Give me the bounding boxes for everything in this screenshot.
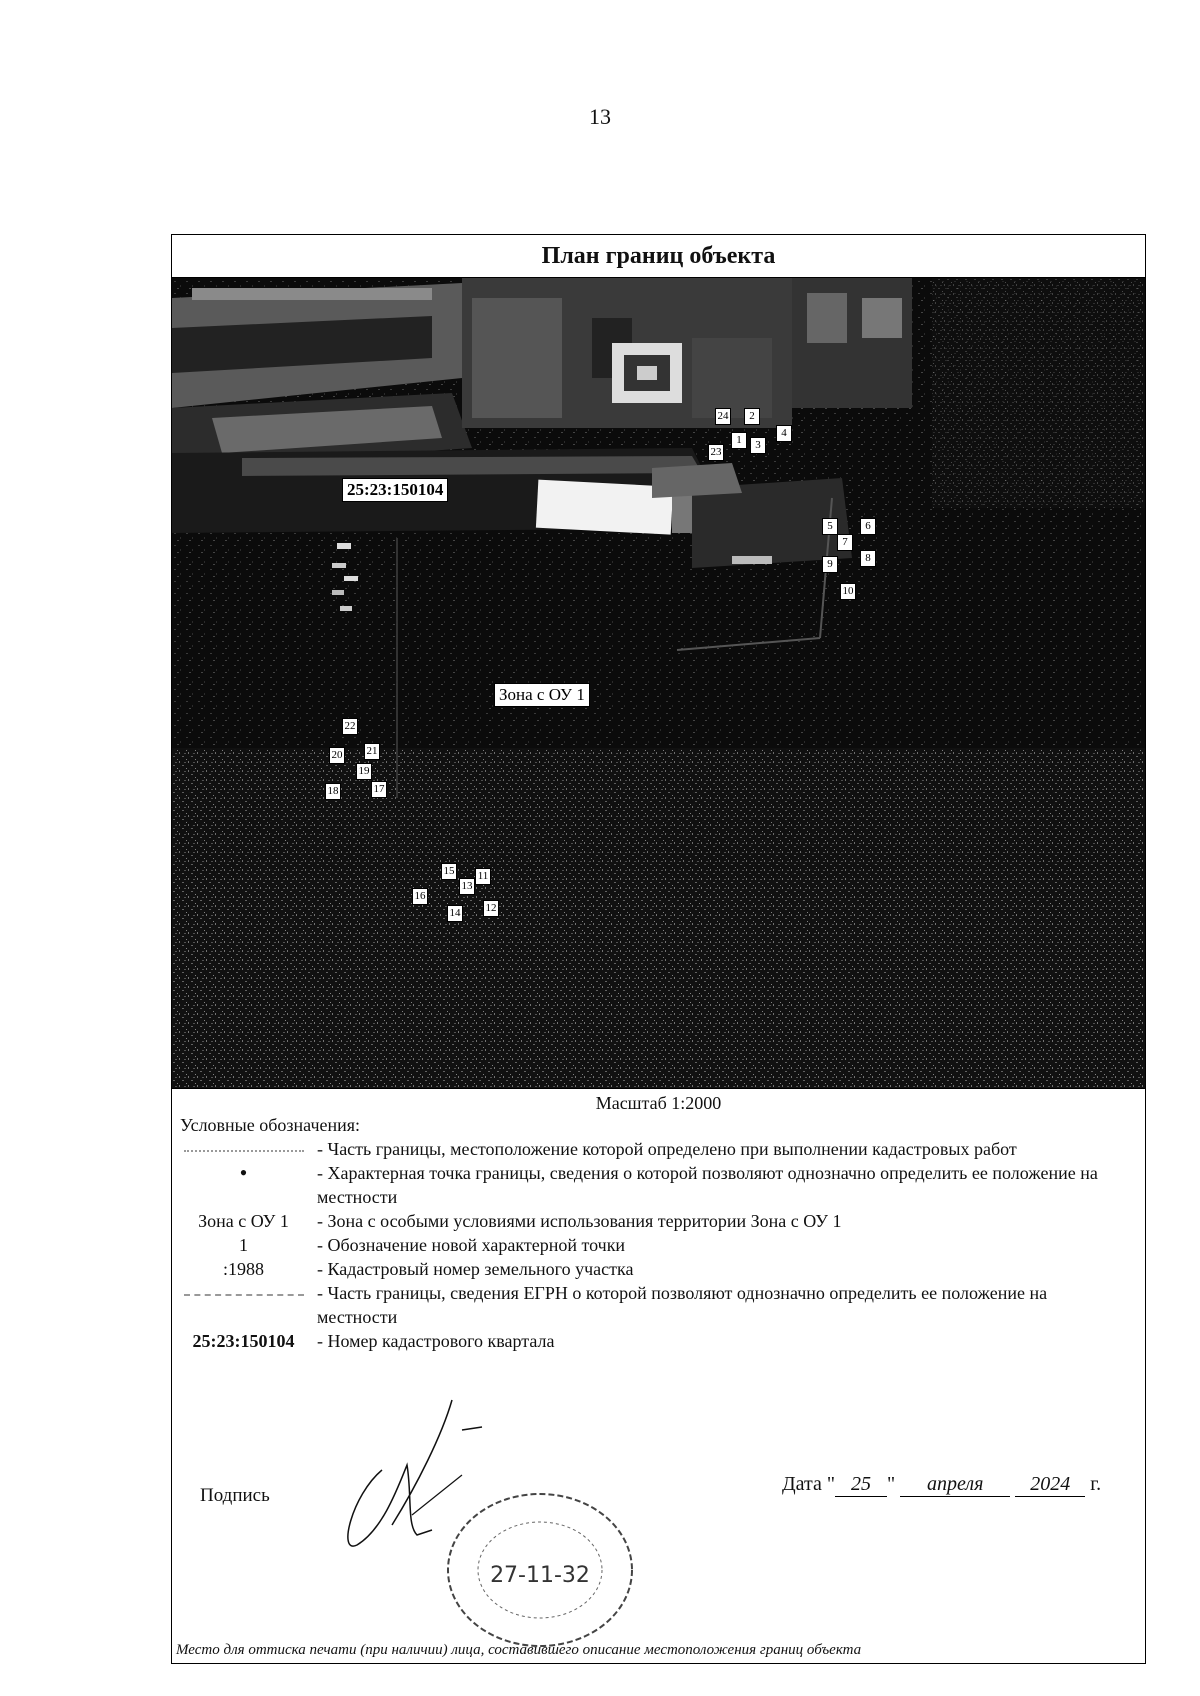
dashed-line-symbol <box>176 1281 311 1329</box>
map-image <box>172 278 1145 1089</box>
legend-item: :1988 - Кадастровый номер земельного участка <box>176 1257 1145 1281</box>
point-symbol: • <box>239 1160 248 1185</box>
date-quote-open: " <box>826 1473 836 1495</box>
point-label: 21 <box>364 743 380 760</box>
scale-label: Масштаб 1:2000 <box>595 1093 722 1113</box>
plan-frame <box>171 234 1146 1664</box>
legend-item: - Часть границы, местоположение которой определено при выполнении кадастровых работ <box>176 1137 1145 1161</box>
point-label: 17 <box>371 781 387 798</box>
point-label: 19 <box>356 763 372 780</box>
quarter-symbol: 25:23:150104 <box>192 1331 295 1351</box>
point-label: 16 <box>412 888 428 905</box>
signature-label: Подпись <box>200 1485 270 1506</box>
point-label: 10 <box>840 583 856 600</box>
date-block <box>782 1473 1101 1497</box>
page-number: 13 <box>589 104 611 129</box>
point-label: 7 <box>837 534 853 551</box>
footer-note: Место для оттиска печати (при наличии) лица, составившего описание местоположения границ объекта <box>176 1642 862 1658</box>
point-label: 18 <box>325 783 341 800</box>
date-quote-close: " <box>887 1473 896 1495</box>
point-label: 15 <box>441 863 457 880</box>
stamp-number: 27-11-32 <box>490 1563 590 1588</box>
point-label: 14 <box>447 905 463 922</box>
plan-title: План границ объекта <box>172 235 1145 278</box>
legend-item: - Часть границы, сведения ЕГРН о которой позволяют однозначно определить ее положение на местности <box>176 1281 1145 1329</box>
point-label: 1 <box>731 432 747 449</box>
zone-label: Зона с ОУ 1 <box>494 683 590 707</box>
point-label: 20 <box>329 747 345 764</box>
stamp-image <box>440 1490 640 1655</box>
legend-title: Условные обозначения: <box>180 1115 361 1135</box>
date-month: апреля <box>900 1473 1010 1497</box>
point-label: 4 <box>776 425 792 442</box>
legend-item: • - Характерная точка границы, сведения о которой позволяют однозначно определить ее положение на местности <box>176 1161 1145 1209</box>
point-label: 24 <box>715 408 731 425</box>
point-label: 5 <box>822 518 838 535</box>
legend-item: 25:23:150104 - Номер кадастрового квартала <box>176 1329 1145 1353</box>
date-suffix: г. <box>1090 1473 1102 1495</box>
date-day: 25 <box>835 1473 887 1497</box>
date-year: 2024 <box>1015 1473 1085 1497</box>
point-label: 2 <box>744 408 760 425</box>
point-label: 12 <box>483 900 499 917</box>
point-label: 3 <box>750 437 766 454</box>
zone-symbol: Зона с ОУ 1 <box>198 1211 289 1231</box>
point-label: 22 <box>342 718 358 735</box>
date-prefix: Дата <box>782 1473 822 1495</box>
point-label: 11 <box>475 868 491 885</box>
point-label: 8 <box>860 550 876 567</box>
point-label: 9 <box>822 556 838 573</box>
dotted-line-symbol <box>176 1137 311 1161</box>
parcel-number-symbol: :1988 <box>222 1259 264 1279</box>
point-label: 13 <box>459 878 475 895</box>
point-label: 6 <box>860 518 876 535</box>
legend-item: 1 - Обозначение новой характерной точки <box>176 1233 1145 1257</box>
point-label: 23 <box>708 444 724 461</box>
quarter-label: 25:23:150104 <box>342 478 448 502</box>
satellite-image <box>172 278 1145 1088</box>
legend-item: Зона с ОУ 1 - Зона с особыми условиями использования территории Зона с ОУ 1 <box>176 1209 1145 1233</box>
new-point-symbol: 1 <box>239 1235 248 1255</box>
